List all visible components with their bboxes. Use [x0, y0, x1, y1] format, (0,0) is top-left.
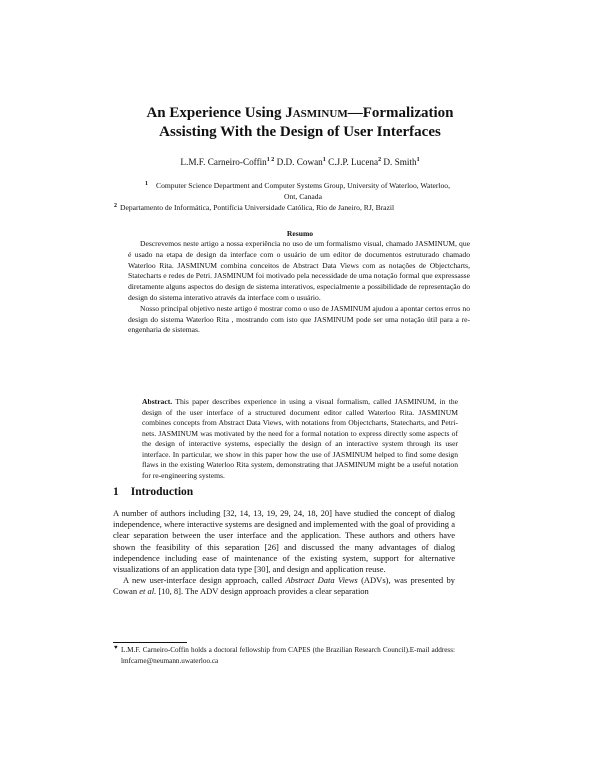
affiliation-1 — [145, 181, 453, 202]
et-al: et al. — [139, 586, 157, 597]
author-affiliation-mark: 1 — [416, 157, 420, 163]
adv-term: Abstract Data Views — [285, 575, 358, 586]
affiliation-2 — [114, 203, 450, 214]
author-name: C.J.P. Lucena — [328, 157, 379, 168]
author-name: L.M.F. Carneiro-Coffin — [180, 157, 267, 168]
abstract-block — [142, 397, 458, 481]
title-line-2: Assisting With the Design of User Interfaces — [159, 124, 441, 140]
affiliation-mark: 2 — [114, 203, 117, 209]
affiliation-text: Computer Science Department and Computer Systems Group, University of Waterloo, Waterloo, Ont, Canada — [156, 181, 450, 201]
author-name: D. Smith — [383, 157, 417, 168]
footnote-text: L.M.F. Carneiro-Coffin holds a doctoral fellowship from CAPES (the Brazilian Research Council).E-mail address: lmfcarne@neumann.uwaterloo.ca — [121, 646, 455, 665]
section-title: Introduction — [130, 486, 194, 498]
introduction-body — [113, 508, 455, 598]
jasminum-name: Jasminum — [285, 105, 348, 121]
author-affiliation-mark: 1 2 — [266, 157, 275, 163]
author-list — [60, 157, 540, 167]
abstract-label: Abstract. — [142, 397, 173, 406]
body-paragraph: A number of authors including [32, 14, 13, 19, 29, 24, 18, 20] have studied the concept of dialog independence, where interactive systems are designed and implemented with the goal of providing a clear separation between the user interface and the application. These authors and others have shown the feasibility of this separation [26] and discussed the many advantages of dialog independence including ease of maintenance of the existing system, support for alternative visualizations of an application data type [30], and design and application reuse. — [113, 508, 455, 575]
abstract-text: This paper describes experience in using a visual formalism, called JASMINUM, in the design of the user interface of a structured document editor called Waterloo Rita. JASMINUM combines concepts from Abstract Data Views, with notations from Objectcharts, Statecharts, and Petri-nets. JASMINUM was motivated by the need for a formal notation to express directly some aspects of the design of interactive systems, especially the design of an interactive system through its user interface. In particular, we show in this paper how the use of JASMINUM helped to find some design flaws in the existing Waterloo Rita system, demonstrating that JASMINUM might be a useful notation for re-engineering systems. — [142, 397, 459, 480]
section-number: 1 — [113, 486, 119, 498]
footnote-mark: ♥ — [114, 645, 118, 651]
footnote — [114, 645, 455, 666]
paper-title — [60, 104, 540, 142]
affiliation-mark: 1 — [145, 181, 148, 187]
footnote-rule — [113, 642, 187, 643]
author-affiliation-mark: 1 — [322, 157, 326, 163]
affiliation-text: Departamento de Informática, Pontifícia Universidade Católica, Rio de Janeiro, RJ, Brazil — [120, 203, 395, 212]
body-paragraph: A new user-interface design approach, called Abstract Data Views (ADVs), was presented by Cowan et al. [10, 8]. The ADV design approach provides a clear separation — [113, 575, 456, 597]
section-heading — [113, 486, 193, 498]
title-line-1: An Experience Using Jasminum—Formalization — [146, 105, 454, 121]
resumo-heading: Resumo — [286, 229, 314, 238]
resumo-paragraph: Descrevemos neste artigo a nossa experiência no uso de um formalismo visual, chamado JASMINUM, que é usado na etapa de design da interface com o usuário de um editor de documentos estruturado chamado Waterloo Rita. JASMINUM combina conceitos de Abstract Data Views com as notações de Objectcharts, Statecharts e redes de Petri. JASMINUM foi motivado pela necessidade de uma notação formal que expressasse diretamente alguns aspectos do design de sistema interativos, especialmente a possibilidade de representação do design do sistema interativo através da interface com o usuário. — [128, 239, 470, 302]
author-name: D.D. Cowan — [276, 157, 323, 168]
author-affiliation-mark: 2 — [378, 157, 382, 163]
resumo-body — [128, 239, 470, 336]
resumo-paragraph: Nosso principal objetivo neste artigo é mostrar como o uso de JASMINUM ajudou a apontar certos erros no design do sistema Waterloo Rita , mostrando com isto que JASMINUM pode ser uma notação útil para a re-engenharia de sistemas. — [128, 303, 470, 335]
